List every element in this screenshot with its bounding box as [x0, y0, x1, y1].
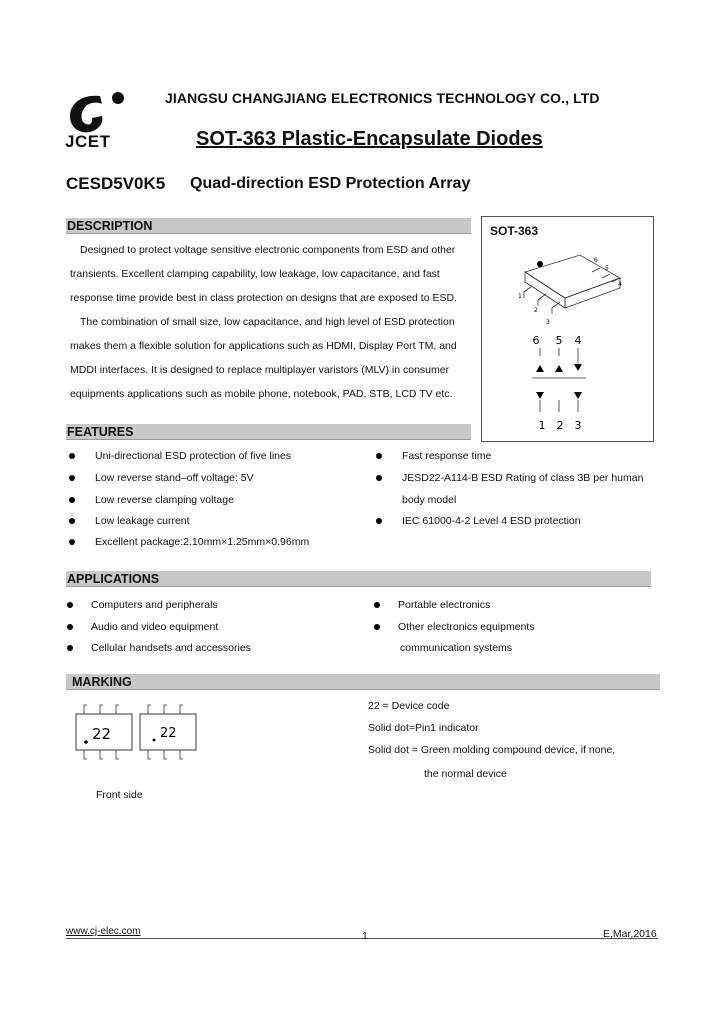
features-heading: FEATURES [66, 424, 471, 440]
package-label: SOT-363 [490, 224, 539, 238]
bullet-icon [376, 518, 382, 524]
chip-b-code: 22 [160, 726, 177, 741]
document-title: SOT-363 Plastic-Encapsulate Diodes [196, 128, 543, 150]
bullet-icon [376, 453, 382, 459]
description-line: equipments applications such as mobile phone, notebook, PAD, STB, LCD TV etc. [70, 388, 453, 400]
outline-pin-label: 3 [546, 319, 550, 326]
marking-note: the normal device [424, 768, 507, 780]
part-number: CESD5V0K5 [66, 174, 166, 193]
part-subtitle: Quad-direction ESD Protection Array [190, 175, 471, 192]
pin-number-top: 4 [574, 334, 582, 347]
bullet-icon [374, 624, 380, 630]
description-heading: DESCRIPTION [66, 218, 471, 234]
bullet-icon [376, 475, 382, 481]
applications-heading: APPLICATIONS [66, 571, 651, 587]
diode-down-icon [536, 392, 544, 399]
footer-url[interactable]: www.cj-elec.com [66, 926, 141, 937]
pin-number-top: 5 [555, 334, 563, 347]
description-line: MDDI interfaces. It is designed to replace multiplayer varistors (MLV) in consumer [70, 364, 450, 376]
bullet-icon [374, 602, 380, 608]
chip-a-code: 22 [92, 725, 112, 743]
bullet-icon [67, 645, 73, 651]
diode-up-icon [536, 365, 544, 372]
chip-a-pin1-dot [84, 740, 88, 744]
pin-number-top: 6 [532, 334, 540, 347]
marking-drawing [70, 692, 200, 774]
description-line: makes them a flexible solution for applications such as HDMI, Display Port TM, and [70, 340, 457, 352]
pin-number-bottom: 3 [574, 419, 582, 432]
outline-pin-label: 6 [594, 257, 598, 264]
bullet-icon [69, 453, 75, 459]
marking-heading: MARKING [66, 674, 660, 690]
description-line: response time provide best in class protection on designs that are exposed to ESD. [70, 292, 457, 304]
bullet-icon [69, 475, 75, 481]
pin-number-bottom: 1 [538, 419, 546, 432]
diode-down-icon [574, 364, 582, 371]
pin1-dot [537, 261, 543, 267]
bullet-icon [69, 497, 75, 503]
outline-pin-label: 5 [605, 265, 609, 272]
page-number: 1 [362, 930, 368, 942]
marking-note: 22 = Device code [368, 700, 450, 712]
outline-pin-label: 2 [534, 307, 538, 314]
footer-date: E,Mar,2016 [603, 928, 657, 940]
bullet-icon [67, 602, 73, 608]
outline-pin-label: 4 [618, 281, 622, 288]
bullet-icon [67, 624, 73, 630]
pin-schematic [526, 334, 592, 432]
company-name: JIANGSU CHANGJIANG ELECTRONICS TECHNOLOGY CO., LTD [165, 90, 600, 106]
bullet-icon [69, 539, 75, 545]
marking-note: Solid dot = Green molding compound device, if none, [368, 744, 616, 756]
logo-text: JCET [65, 132, 111, 151]
description-line: Designed to protect voltage sensitive electronic components from ESD and other [80, 244, 456, 256]
jcet-logo [62, 88, 132, 158]
description-line: The combination of small size, low capacitance, and high level of ESD protection [80, 316, 455, 328]
description-line: transients. Excellent clamping capability, low leakage, low capacitance, and fast [70, 268, 440, 280]
description-text [70, 238, 470, 406]
front-side-label: Front side [96, 789, 143, 801]
diode-down-icon [574, 392, 582, 399]
marking-note: Solid dot=Pin1 indicator [368, 722, 479, 734]
diode-up-icon [555, 365, 563, 372]
pin-number-bottom: 2 [556, 419, 564, 432]
chip-b-pin1-dot [153, 739, 156, 742]
package-outline-drawing [510, 250, 630, 330]
outline-pin-label: 1 [518, 293, 522, 300]
bullet-icon [69, 518, 75, 524]
